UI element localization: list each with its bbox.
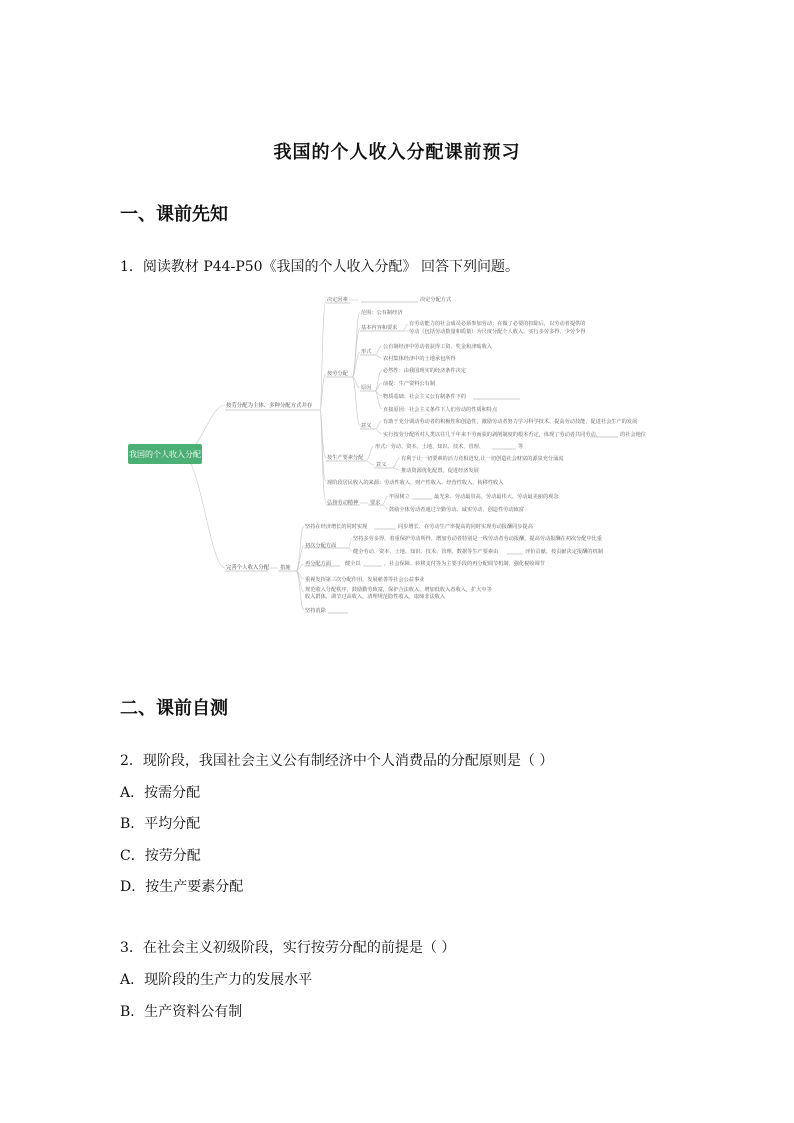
node-reason-1: 必然性：由我国现实的经济条件决定 — [383, 368, 467, 374]
node-reason-2: 前提：生产资料公有制 — [383, 381, 435, 387]
node-content-1: 有劳动能力的社会成员必须参加劳动；在做了必要的扣除后，以劳动者提供的 — [409, 321, 586, 327]
node-m1b: 同步增长、在劳动生产率提高的同时实现劳动报酬同步提高 — [398, 524, 533, 530]
mind-map — [120, 290, 680, 620]
node-reason: 原因 — [361, 385, 372, 391]
node-income-sources: 现阶段居民收入的来源：劳动性收入、财产性收入、经营性收入、转移性收入 — [327, 480, 504, 486]
node-spirit-1b: 最光荣、劳动最崇高、劳动最伟大、劳动最美丽的观念 — [434, 494, 559, 500]
node-order-1: 规范收入分配秩序，鼓励勤劳致富，保护合法收入，增加低收入者收入，扩大中等 — [305, 587, 492, 593]
node-redistribution: 再分配方面 — [305, 561, 331, 567]
branch-primary-distribution: 按劳分配为主体、多种分配方式并存 — [226, 403, 313, 409]
node-factor-form: 形式：劳动、资本、土地、知识、技术、管理、 — [375, 444, 484, 450]
question-2-option-d: D．按生产要素分配 — [120, 879, 244, 895]
node-primary: 初次分配方面 — [305, 543, 337, 549]
node-decide-factor: 决定因素 — [327, 297, 348, 303]
node-measures: 措施 — [280, 565, 291, 571]
section-heading-selftest: 二、课前自测 — [120, 698, 228, 719]
question-3-option-a: A．现阶段的生产力的发展水平 — [120, 972, 313, 988]
node-form: 形式 — [361, 349, 372, 355]
node-form-1: 公有制经济中劳动者获得工资、奖金和津贴收入 — [383, 344, 492, 350]
node-re-1a: 健全以 — [345, 561, 361, 567]
mind-map-root-label: 我国的个人收入分配 — [129, 450, 201, 459]
question-2-option-b: B．平均分配 — [120, 816, 201, 832]
question-3-stem: 3．在社会主义初级阶段，实行按劳分配的前提是（ ） — [120, 940, 456, 956]
node-meaning-2-tail: 的社会地位 — [620, 432, 646, 438]
node-scope: 范围：公有制经济 — [361, 310, 403, 316]
node-factor-meaning-1: 有利于让一切要素的活力竞相迸发,让一切创造社会财富的源泉充分涌流 — [401, 456, 564, 462]
node-spirit-2: 鼓励全体劳动者通过辛勤劳动、诚实劳动、创造性劳动致富 — [389, 507, 524, 513]
node-factor-form-tail: 等 — [518, 444, 524, 450]
question-2-option-a: A．按需分配 — [120, 785, 201, 801]
node-decide-tail: 决定分配方式 — [420, 297, 452, 303]
node-labor-spirit: 弘扬劳动精神 — [327, 500, 359, 506]
node-re-1b: ，社会保障、转移支付等为主要手段的再分配调节机制，强化税收调节 — [384, 561, 545, 567]
page-title: 我国的个人收入分配课前预习 — [273, 142, 521, 163]
node-content-2: 劳动（包括劳动数量和质量）为尺度分配个人收入，实行多劳多得、少劳少得 — [409, 329, 586, 335]
node-p2a: 健全劳动、资本、土地、知识、技术、管理、数据等生产要素由 — [353, 549, 499, 555]
node-factor-meaning: 意义 — [376, 462, 387, 468]
node-content: 基本内容和要求 — [361, 325, 398, 331]
node-factor: 按生产要素分配 — [327, 455, 364, 461]
node-m1a: 坚持在经济增长的同时实现 — [305, 524, 368, 530]
node-meaning: 意义 — [361, 423, 372, 429]
node-spirit-1a: 牢固树立 — [389, 494, 410, 500]
node-factor-meaning-2: 推动资源优化配置，促进经济发展 — [401, 468, 479, 474]
node-meaning-2: 实行按劳分配所对人类以往几千年来不劳而获的剥削制度的根本否定，体现了劳动者共同劳动、 — [383, 432, 601, 438]
question-3-option-b: B．生产资料公有制 — [120, 1004, 243, 1020]
node-p1: 坚持多劳多得，着重保护劳动所得，增加劳动者特别是一线劳动者劳动报酬，提高劳动报酬在初次分配中比重 — [353, 536, 603, 542]
question-2-stem: 2．现阶段，我国社会主义公有制经济中个人消费品的分配原则是（ ） — [120, 753, 554, 769]
question-1: 1．阅读教材 P44-P50《我国的个人收入分配》 回答下列问题。 — [120, 259, 520, 275]
question-2-option-c: C．按劳分配 — [120, 848, 201, 864]
node-labor: 按劳分配 — [327, 371, 348, 377]
node-p2b: 评价贡献、按贡献决定报酬的机制 — [525, 549, 603, 555]
node-reason-4: 直接原因：社会主义条件下人们劳动的性质和特点 — [383, 407, 498, 413]
node-reason-3: 物质基础：社会主义公有制条件下的 — [383, 394, 467, 400]
section-heading-preview: 一、课前先知 — [120, 204, 228, 225]
branch-improve-distribution: 完善个人收入分配 — [226, 565, 270, 571]
node-end: 坚持消除 — [305, 608, 326, 614]
node-third-distribution: 重视发挥第三次分配作用，发展慈善等社会公益事业 — [305, 577, 425, 583]
node-form-2: 农村集体经济中的土地承包所得 — [383, 356, 456, 362]
node-requirement: 要求 — [370, 500, 381, 506]
node-meaning-1: 有助于充分调动劳动者的积极性和创造性，激励劳动者努力学习科学技术、提高劳动技能，促进社会生产的发展 — [383, 419, 638, 425]
node-order-2: 收入群体，调节过高收入，清理规范隐性收入，取缔非法收入 — [305, 594, 446, 600]
